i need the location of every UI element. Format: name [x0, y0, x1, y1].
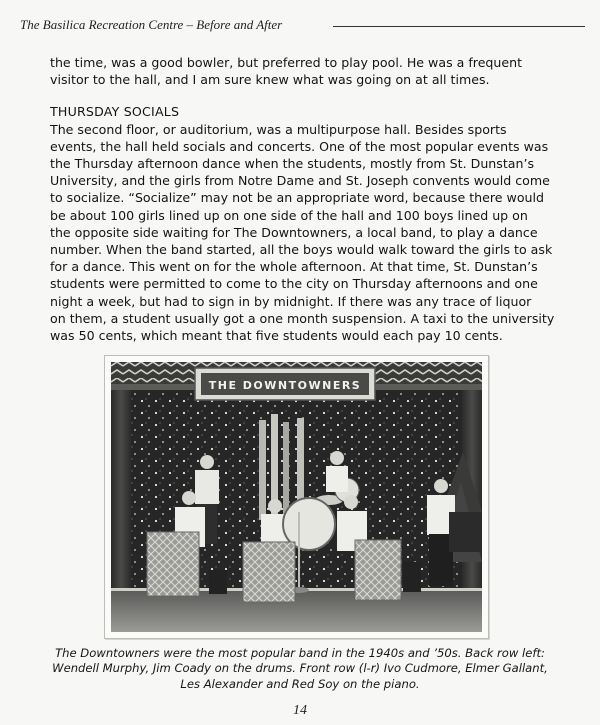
text-line: on them, a student usually got a one month suspension. A taxi to the university — [50, 310, 555, 326]
text-line: be about 100 girls lined up on one side of the hall and 100 boys lined up on — [50, 207, 528, 223]
text-line: events, the hall held socials and concerts. One of the most popular events was — [50, 138, 549, 154]
intro-paragraph — [50, 54, 570, 88]
band-photo-image — [111, 362, 482, 632]
text-line: night a week, but had to sign in by midnight. If there was any trace of liquor — [50, 293, 532, 309]
caption-line: Wendell Murphy, Jim Coady on the drums. Front row (l-r) Ivo Cudmore, Elmer Gallant, — [52, 661, 548, 676]
text-line: University, and the girls from Notre Dame and St. Joseph convents would come — [50, 173, 550, 189]
banner-text: THE DOWNTOWNERS — [208, 379, 362, 392]
text-line: the Thursday afternoon dance when the students, mostly from St. Dunstan’s — [50, 156, 535, 172]
text-line: to socialize. “Socialize” may not be an appropriate word, because there would — [50, 190, 545, 206]
page-number: 14 — [293, 703, 307, 718]
body-text — [50, 54, 570, 344]
photo-caption — [20, 646, 580, 692]
text-line: students were permitted to come to the city on Thursday afternoons and one — [50, 276, 538, 292]
main-paragraph — [50, 121, 570, 345]
text-line: number. When the band started, all the boys would walk toward the girls to ask — [50, 242, 553, 258]
text-line: visitor to the hall, and I am sure knew what was going on at all times. — [50, 72, 490, 88]
text-line: for a dance. This went on for the whole afternoon. At that time, St. Dunstan’s — [50, 259, 538, 275]
running-title: The Basilica Recreation Centre – Before and After — [20, 17, 283, 32]
running-header — [20, 17, 585, 37]
section-heading: THURSDAY SOCIALS — [50, 104, 180, 120]
band-photo — [104, 355, 489, 639]
header-rule — [333, 26, 585, 27]
text-line: The second floor, or auditorium, was a multipurpose hall. Besides sports — [50, 121, 507, 137]
caption-line: The Downtowners were the most popular band in the 1940s and ’50s. Back row left: — [55, 646, 545, 660]
text-line: the time, was a good bowler, but preferred to play pool. He was a frequent — [50, 55, 523, 70]
text-line: was 50 cents, which meant that five students would each pay 10 cents. — [50, 328, 503, 344]
caption-line: Les Alexander and Red Soy on the piano. — [180, 676, 420, 691]
text-line: the opposite side waiting for The Downtowners, a local band, to play a dance — [50, 224, 538, 240]
